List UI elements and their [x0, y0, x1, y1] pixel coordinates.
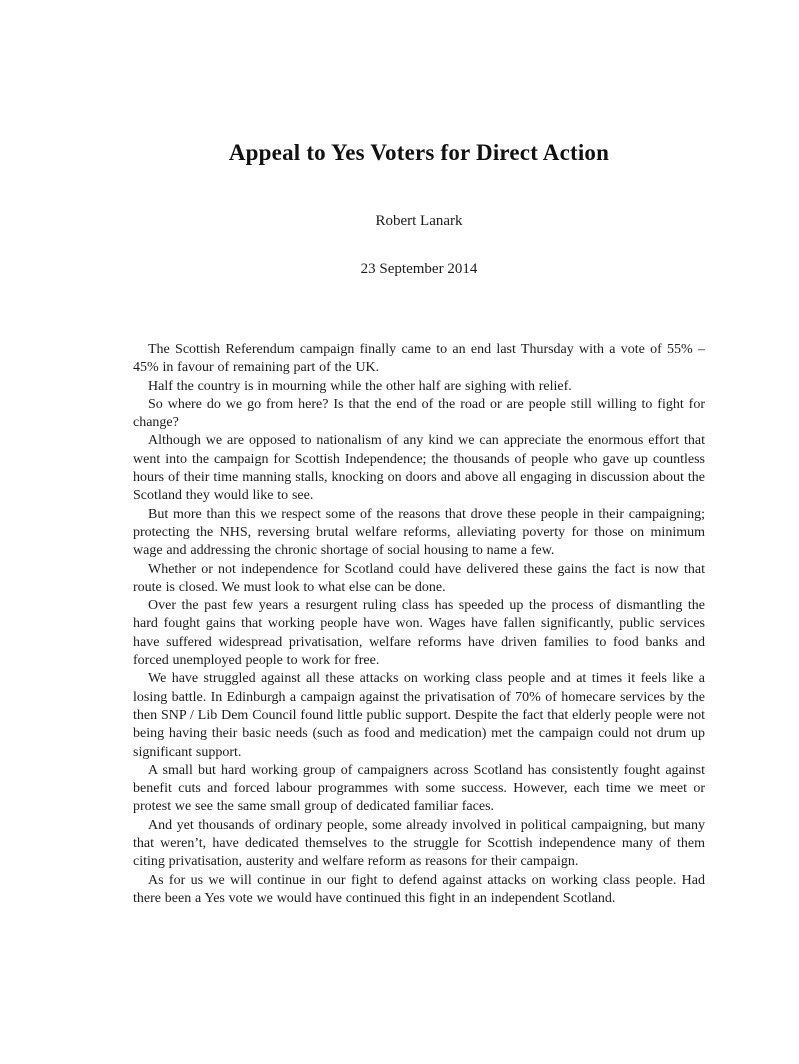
body-paragraph: Half the country is in mourning while the other half are sighing with relief. — [148, 378, 572, 394]
body-paragraph: As for us we will continue in our fight to defend against attacks on working class people. Had there been a Yes vote we would have continued this fight in an independent Scotland. — [133, 872, 705, 906]
body-paragraph: And yet thousands of ordinary people, some already involved in political campaigning, but many that weren’t, have dedicated themselves to the struggle for Scottish independence many of them citing privatisation, austerity and welfare reform as reasons for their campaign. — [133, 817, 705, 870]
body-paragraph: The Scottish Referendum campaign finally came to an end last Thursday with a vote of 55% – 45% in favour of remaining part of the UK. — [133, 342, 705, 376]
document-author: Robert Lanark — [375, 213, 463, 229]
body-paragraph: So where do we go from here? Is that the end of the road or are people still willing to fight for change? — [133, 396, 705, 431]
body-paragraph: Although we are opposed to nationalism of any kind we can appreciate the enormous effort that went into the campaign for Scottish Independence; the thousands of people who gave up countless hours of their time manning stalls, knocking on doors and above all engaging in discussion about the Scotland they would like to see. — [133, 433, 705, 504]
document-title: Appeal to Yes Voters for Direct Action — [228, 140, 610, 165]
body-paragraph: We have struggled against all these attacks on working class people and at times it feels like a losing battle. In Edinburgh a campaign against the privatisation of 70% of homecare services by the then SNP / Lib Dem Council found little public support. Despite the fact that elderly people were not being having their basic needs (such as food and medication) met the campaign could not drum up significant support. — [133, 671, 705, 760]
document-body — [133, 341, 705, 908]
body-paragraph: Over the past few years a resurgent ruling class has speeded up the process of dismantling the hard fought gains that working people have won. Wages have fallen significantly, public services have suffered widespread privatisation, welfare reforms have driven families to food banks and forced unemployed people to work for free. — [133, 598, 705, 669]
document-date: 23 September 2014 — [360, 261, 478, 277]
body-paragraph: But more than this we respect some of the reasons that drove these people in their campaigning; protecting the NHS, reversing brutal welfare reforms, alleviating poverty for those on minimum wage and addressing the chronic shortage of social housing to name a few. — [133, 506, 705, 559]
body-paragraph: Whether or not independence for Scotland could have delivered these gains the fact is now that route is closed. We must look to what else can be done. — [133, 561, 705, 595]
body-paragraph: A small but hard working group of campaigners across Scotland has consistently fought against benefit cuts and forced labour programmes with some success. However, each time we meet or protest we see the same small group of dedicated familiar faces. — [133, 762, 705, 815]
